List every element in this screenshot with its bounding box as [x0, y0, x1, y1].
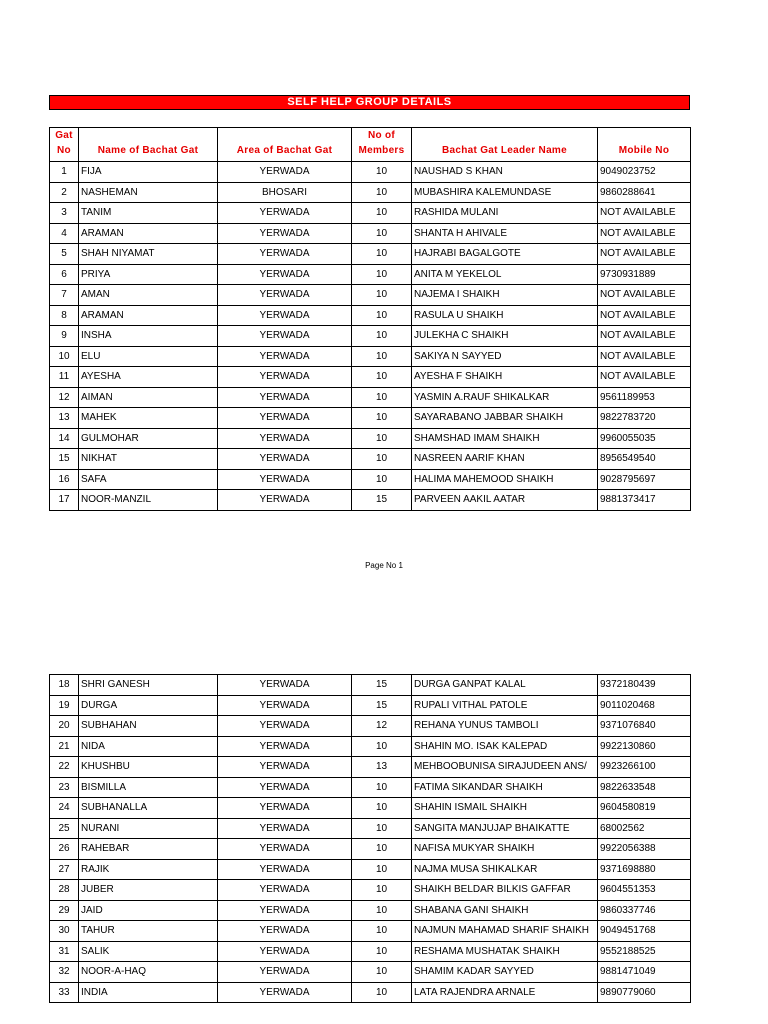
table-row [50, 162, 691, 183]
table-row [50, 244, 691, 265]
cell-members: 10 [352, 962, 412, 983]
table-row [50, 777, 691, 798]
cell-leader: DURGA GANPAT KALAL [412, 675, 598, 696]
cell-name: NIKHAT [79, 449, 218, 470]
cell-name: PRIYA [79, 264, 218, 285]
cell-name: NURANI [79, 818, 218, 839]
cell-leader: MUBASHIRA KALEMUNDASE [412, 182, 598, 203]
table-row [50, 757, 691, 778]
cell-leader: LATA RAJENDRA ARNALE [412, 982, 598, 1003]
cell-gat-no: 11 [50, 367, 79, 388]
cell-leader: NAJMA MUSA SHIKALKAR [412, 859, 598, 880]
cell-mobile: 9860288641 [598, 182, 691, 203]
cell-gat-no: 20 [50, 716, 79, 737]
cell-area: YERWADA [218, 346, 352, 367]
cell-gat-no: 25 [50, 818, 79, 839]
cell-name: AIMAN [79, 387, 218, 408]
cell-members: 10 [352, 408, 412, 429]
table-row [50, 408, 691, 429]
table-row [50, 716, 691, 737]
cell-mobile: 9890779060 [598, 982, 691, 1003]
table-row [50, 305, 691, 326]
cell-name: MAHEK [79, 408, 218, 429]
cell-leader: HAJRABI BAGALGOTE [412, 244, 598, 265]
cell-leader: YASMIN A.RAUF SHIKALKAR [412, 387, 598, 408]
cell-name: NIDA [79, 736, 218, 757]
cell-name: ARAMAN [79, 305, 218, 326]
cell-members: 10 [352, 941, 412, 962]
cell-gat-no: 32 [50, 962, 79, 983]
cell-name: SUBHAHAN [79, 716, 218, 737]
cell-members: 10 [352, 777, 412, 798]
cell-area: YERWADA [218, 223, 352, 244]
cell-members: 10 [352, 244, 412, 265]
cell-mobile: 9881471049 [598, 962, 691, 983]
table-row [50, 223, 691, 244]
cell-name: AMAN [79, 285, 218, 306]
cell-members: 10 [352, 921, 412, 942]
cell-area: YERWADA [218, 962, 352, 983]
cell-gat-no: 4 [50, 223, 79, 244]
cell-area: YERWADA [218, 408, 352, 429]
header-members: No of Members [352, 128, 412, 162]
cell-name: TANIM [79, 203, 218, 224]
cell-gat-no: 18 [50, 675, 79, 696]
table-row [50, 346, 691, 367]
cell-area: YERWADA [218, 757, 352, 778]
cell-mobile: 9049023752 [598, 162, 691, 183]
cell-mobile: 9552188525 [598, 941, 691, 962]
cell-name: NOOR-A-HAQ [79, 962, 218, 983]
cell-mobile: 9960055035 [598, 428, 691, 449]
cell-area: YERWADA [218, 264, 352, 285]
cell-mobile: 9011020468 [598, 695, 691, 716]
table-row [50, 736, 691, 757]
cell-gat-no: 19 [50, 695, 79, 716]
cell-gat-no: 15 [50, 449, 79, 470]
table-row [50, 490, 691, 511]
cell-mobile: 68002562 [598, 818, 691, 839]
cell-leader: SHAHIN ISMAIL SHAIKH [412, 798, 598, 819]
cell-mobile: NOT AVAILABLE [598, 305, 691, 326]
cell-gat-no: 31 [50, 941, 79, 962]
cell-name: DURGA [79, 695, 218, 716]
cell-leader: SHAIKH BELDAR BILKIS GAFFAR [412, 880, 598, 901]
cell-leader: SHABANA GANI SHAIKH [412, 900, 598, 921]
cell-area: YERWADA [218, 162, 352, 183]
cell-area: YERWADA [218, 839, 352, 860]
cell-gat-no: 9 [50, 326, 79, 347]
cell-gat-no: 2 [50, 182, 79, 203]
cell-area: YERWADA [218, 203, 352, 224]
table-row [50, 900, 691, 921]
cell-mobile: 8956549540 [598, 449, 691, 470]
cell-mobile: 9923266100 [598, 757, 691, 778]
cell-members: 10 [352, 880, 412, 901]
cell-gat-no: 17 [50, 490, 79, 511]
table-row [50, 921, 691, 942]
cell-leader: NAJMUN MAHAMAD SHARIF SHAIKH [412, 921, 598, 942]
cell-name: NOOR-MANZIL [79, 490, 218, 511]
cell-area: YERWADA [218, 716, 352, 737]
table-row [50, 962, 691, 983]
table-header-row [50, 128, 691, 162]
cell-mobile: 9371076840 [598, 716, 691, 737]
cell-area: YERWADA [218, 900, 352, 921]
cell-leader: NAUSHAD S KHAN [412, 162, 598, 183]
cell-members: 10 [352, 818, 412, 839]
cell-name: ELU [79, 346, 218, 367]
cell-mobile: NOT AVAILABLE [598, 367, 691, 388]
cell-gat-no: 13 [50, 408, 79, 429]
table-row [50, 264, 691, 285]
cell-mobile: 9561189953 [598, 387, 691, 408]
cell-gat-no: 10 [50, 346, 79, 367]
cell-mobile: 9860337746 [598, 900, 691, 921]
cell-area: YERWADA [218, 880, 352, 901]
cell-leader: HALIMA MAHEMOOD SHAIKH [412, 469, 598, 490]
table-row [50, 326, 691, 347]
cell-gat-no: 1 [50, 162, 79, 183]
shg-table-page1 [49, 127, 691, 511]
cell-area: YERWADA [218, 818, 352, 839]
cell-mobile: 9604580819 [598, 798, 691, 819]
table-row [50, 387, 691, 408]
cell-gat-no: 26 [50, 839, 79, 860]
table-row [50, 182, 691, 203]
cell-area: YERWADA [218, 449, 352, 470]
cell-mobile: 9028795697 [598, 469, 691, 490]
cell-leader: RASULA U SHAIKH [412, 305, 598, 326]
cell-mobile: 9822633548 [598, 777, 691, 798]
table-row [50, 203, 691, 224]
cell-name: SHRI GANESH [79, 675, 218, 696]
cell-area: YERWADA [218, 695, 352, 716]
cell-members: 10 [352, 367, 412, 388]
table-row [50, 428, 691, 449]
cell-area: YERWADA [218, 941, 352, 962]
cell-mobile: 9730931889 [598, 264, 691, 285]
cell-area: YERWADA [218, 326, 352, 347]
table-row [50, 859, 691, 880]
cell-name: INDIA [79, 982, 218, 1003]
header-area: Area of Bachat Gat [218, 128, 352, 162]
cell-leader: NAJEMA I SHAIKH [412, 285, 598, 306]
cell-members: 10 [352, 203, 412, 224]
cell-members: 15 [352, 675, 412, 696]
cell-gat-no: 30 [50, 921, 79, 942]
cell-name: INSHA [79, 326, 218, 347]
header-gat-no: Gat No [50, 128, 79, 162]
cell-mobile: 9371698880 [598, 859, 691, 880]
table-row [50, 449, 691, 470]
cell-name: BISMILLA [79, 777, 218, 798]
section-title-banner: SELF HELP GROUP DETAILS [49, 95, 690, 110]
cell-name: JAID [79, 900, 218, 921]
cell-members: 15 [352, 490, 412, 511]
cell-members: 10 [352, 428, 412, 449]
cell-mobile: 9822783720 [598, 408, 691, 429]
cell-mobile: NOT AVAILABLE [598, 203, 691, 224]
cell-mobile: NOT AVAILABLE [598, 326, 691, 347]
cell-members: 10 [352, 264, 412, 285]
cell-members: 10 [352, 285, 412, 306]
cell-leader: SHAMSHAD IMAM SHAIKH [412, 428, 598, 449]
table-row [50, 367, 691, 388]
cell-members: 10 [352, 449, 412, 470]
table-row [50, 880, 691, 901]
page-number: Page No 1 [365, 561, 403, 570]
cell-leader: RUPALI VITHAL PATOLE [412, 695, 598, 716]
cell-area: YERWADA [218, 798, 352, 819]
cell-area: YERWADA [218, 777, 352, 798]
cell-leader: AYESHA F SHAIKH [412, 367, 598, 388]
cell-members: 10 [352, 387, 412, 408]
header-leader: Bachat Gat Leader Name [412, 128, 598, 162]
table-row [50, 941, 691, 962]
cell-gat-no: 16 [50, 469, 79, 490]
header-mobile: Mobile No [598, 128, 691, 162]
cell-members: 10 [352, 346, 412, 367]
cell-leader: SAKIYA N SAYYED [412, 346, 598, 367]
cell-mobile: 9881373417 [598, 490, 691, 511]
cell-area: YERWADA [218, 921, 352, 942]
cell-name: ARAMAN [79, 223, 218, 244]
cell-leader: ANITA M YEKELOL [412, 264, 598, 285]
cell-name: KHUSHBU [79, 757, 218, 778]
cell-members: 10 [352, 798, 412, 819]
cell-leader: SHAMIM KADAR SAYYED [412, 962, 598, 983]
cell-leader: RESHAMA MUSHATAK SHAIKH [412, 941, 598, 962]
cell-members: 10 [352, 305, 412, 326]
cell-leader: REHANA YUNUS TAMBOLI [412, 716, 598, 737]
cell-gat-no: 3 [50, 203, 79, 224]
cell-name: SAFA [79, 469, 218, 490]
cell-area: YERWADA [218, 428, 352, 449]
shg-table-page2 [49, 674, 691, 1003]
cell-name: NASHEMAN [79, 182, 218, 203]
cell-leader: PARVEEN AAKIL AATAR [412, 490, 598, 511]
cell-name: GULMOHAR [79, 428, 218, 449]
cell-area: YERWADA [218, 387, 352, 408]
cell-members: 10 [352, 900, 412, 921]
table-row [50, 982, 691, 1003]
cell-leader: NASREEN AARIF KHAN [412, 449, 598, 470]
cell-members: 13 [352, 757, 412, 778]
cell-name: SUBHANALLA [79, 798, 218, 819]
table-row [50, 285, 691, 306]
cell-gat-no: 14 [50, 428, 79, 449]
table-row [50, 469, 691, 490]
cell-mobile: 9372180439 [598, 675, 691, 696]
cell-mobile: NOT AVAILABLE [598, 285, 691, 306]
cell-name: JUBER [79, 880, 218, 901]
cell-leader: SANGITA MANJUJAP BHAIKATTE [412, 818, 598, 839]
cell-mobile: NOT AVAILABLE [598, 223, 691, 244]
cell-gat-no: 24 [50, 798, 79, 819]
cell-area: YERWADA [218, 244, 352, 265]
cell-leader: SHAHIN MO. ISAK KALEPAD [412, 736, 598, 757]
cell-members: 10 [352, 859, 412, 880]
header-name: Name of Bachat Gat [79, 128, 218, 162]
cell-gat-no: 7 [50, 285, 79, 306]
cell-members: 10 [352, 326, 412, 347]
table-row [50, 675, 691, 696]
cell-area: YERWADA [218, 736, 352, 757]
cell-name: AYESHA [79, 367, 218, 388]
table-row [50, 798, 691, 819]
cell-name: SALIK [79, 941, 218, 962]
cell-mobile: 9922130860 [598, 736, 691, 757]
cell-leader: FATIMA SIKANDAR SHAIKH [412, 777, 598, 798]
cell-mobile: NOT AVAILABLE [598, 244, 691, 265]
cell-gat-no: 5 [50, 244, 79, 265]
cell-gat-no: 8 [50, 305, 79, 326]
cell-gat-no: 28 [50, 880, 79, 901]
cell-mobile: 9604551353 [598, 880, 691, 901]
cell-leader: RASHIDA MULANI [412, 203, 598, 224]
cell-gat-no: 27 [50, 859, 79, 880]
cell-area: YERWADA [218, 367, 352, 388]
cell-leader: NAFISA MUKYAR SHAIKH [412, 839, 598, 860]
cell-area: YERWADA [218, 305, 352, 326]
cell-members: 10 [352, 982, 412, 1003]
cell-name: FIJA [79, 162, 218, 183]
cell-area: YERWADA [218, 469, 352, 490]
cell-area: YERWADA [218, 982, 352, 1003]
cell-name: TAHUR [79, 921, 218, 942]
cell-members: 10 [352, 839, 412, 860]
cell-gat-no: 33 [50, 982, 79, 1003]
cell-members: 10 [352, 736, 412, 757]
cell-members: 10 [352, 469, 412, 490]
table-row [50, 695, 691, 716]
cell-name: SHAH NIYAMAT [79, 244, 218, 265]
cell-leader: SHANTA H AHIVALE [412, 223, 598, 244]
cell-gat-no: 6 [50, 264, 79, 285]
table-row [50, 818, 691, 839]
cell-area: YERWADA [218, 859, 352, 880]
table-row [50, 839, 691, 860]
cell-members: 10 [352, 182, 412, 203]
cell-area: YERWADA [218, 490, 352, 511]
cell-name: RAJIK [79, 859, 218, 880]
cell-mobile: 9922056388 [598, 839, 691, 860]
cell-members: 10 [352, 162, 412, 183]
cell-area: YERWADA [218, 675, 352, 696]
cell-members: 15 [352, 695, 412, 716]
cell-name: RAHEBAR [79, 839, 218, 860]
cell-leader: SAYARABANO JABBAR SHAIKH [412, 408, 598, 429]
cell-members: 12 [352, 716, 412, 737]
cell-gat-no: 21 [50, 736, 79, 757]
cell-mobile: NOT AVAILABLE [598, 346, 691, 367]
cell-area: BHOSARI [218, 182, 352, 203]
cell-leader: JULEKHA C SHAIKH [412, 326, 598, 347]
cell-gat-no: 29 [50, 900, 79, 921]
cell-mobile: 9049451768 [598, 921, 691, 942]
cell-gat-no: 12 [50, 387, 79, 408]
cell-area: YERWADA [218, 285, 352, 306]
cell-gat-no: 22 [50, 757, 79, 778]
cell-gat-no: 23 [50, 777, 79, 798]
cell-members: 10 [352, 223, 412, 244]
cell-leader: MEHBOOBUNISA SIRAJUDEEN ANS/ [412, 757, 598, 778]
